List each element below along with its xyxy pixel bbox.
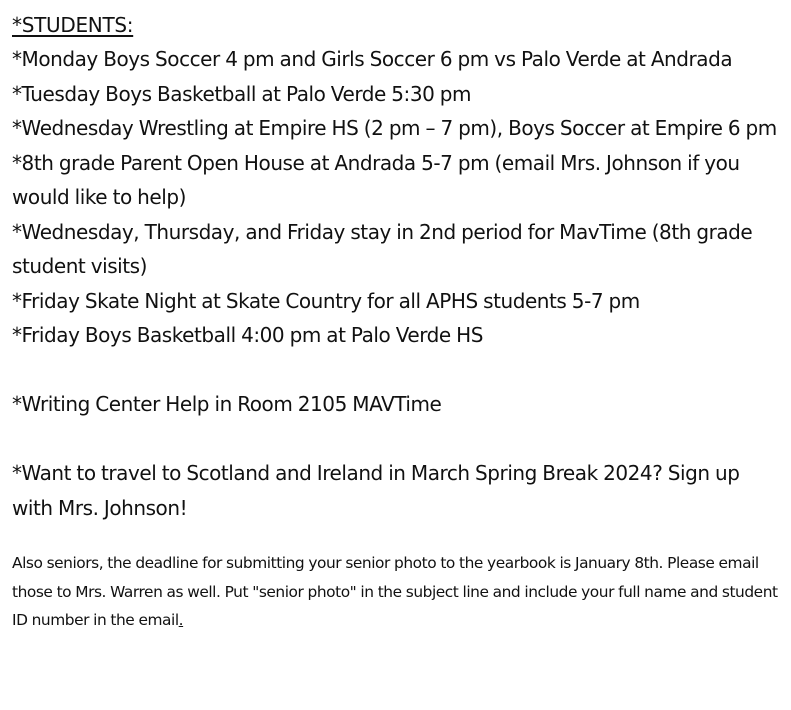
writing-center-announcement: *Writing Center Help in Room 2105 MAVTime bbox=[12, 392, 442, 416]
seniors-photo-note bbox=[12, 549, 784, 635]
seniors-photo-note-text: Also seniors, the deadline for submitting your senior photo to the yearbook is January 8th. Please email those to Mrs. Warren as well. Put "senior photo" in the subject line and include your full name and student ID number in the email bbox=[12, 554, 778, 629]
announcement-mavtime: *Wednesday, Thursday, and Friday stay in 2nd period for MavTime (8th grade student visits) bbox=[12, 219, 753, 278]
spacer bbox=[12, 422, 784, 457]
announcement-open-house: *8th grade Parent Open House at Andrada 5-7 pm (email Mrs. Johnson if you would like to help) bbox=[12, 150, 740, 209]
announcement-wednesday-wrestling: *Wednesday Wrestling at Empire HS (2 pm – 7 pm), Boys Soccer at Empire 6 pm bbox=[12, 116, 777, 140]
spacer bbox=[12, 525, 784, 549]
announcement-tuesday-basketball: *Tuesday Boys Basketball at Palo Verde 5:30 pm bbox=[12, 81, 472, 106]
students-heading: *STUDENTS: bbox=[12, 13, 134, 37]
announcement-skate-night: *Friday Skate Night at Skate Country for all APHS students 5-7 pm bbox=[12, 288, 640, 313]
travel-announcement: *Want to travel to Scotland and Ireland in March Spring Break 2024? Sign up with Mrs. Johnson! bbox=[12, 461, 740, 520]
spacer bbox=[12, 353, 784, 388]
seniors-photo-note-period: . bbox=[178, 611, 184, 629]
announcement-friday-basketball: *Friday Boys Basketball 4:00 pm at Palo Verde HS bbox=[12, 323, 484, 347]
announcement-document bbox=[12, 8, 784, 635]
announcement-list bbox=[12, 42, 784, 353]
announcement-monday-soccer: *Monday Boys Soccer 4 pm and Girls Soccer 6 pm vs Palo Verde at Andrada bbox=[12, 47, 733, 71]
